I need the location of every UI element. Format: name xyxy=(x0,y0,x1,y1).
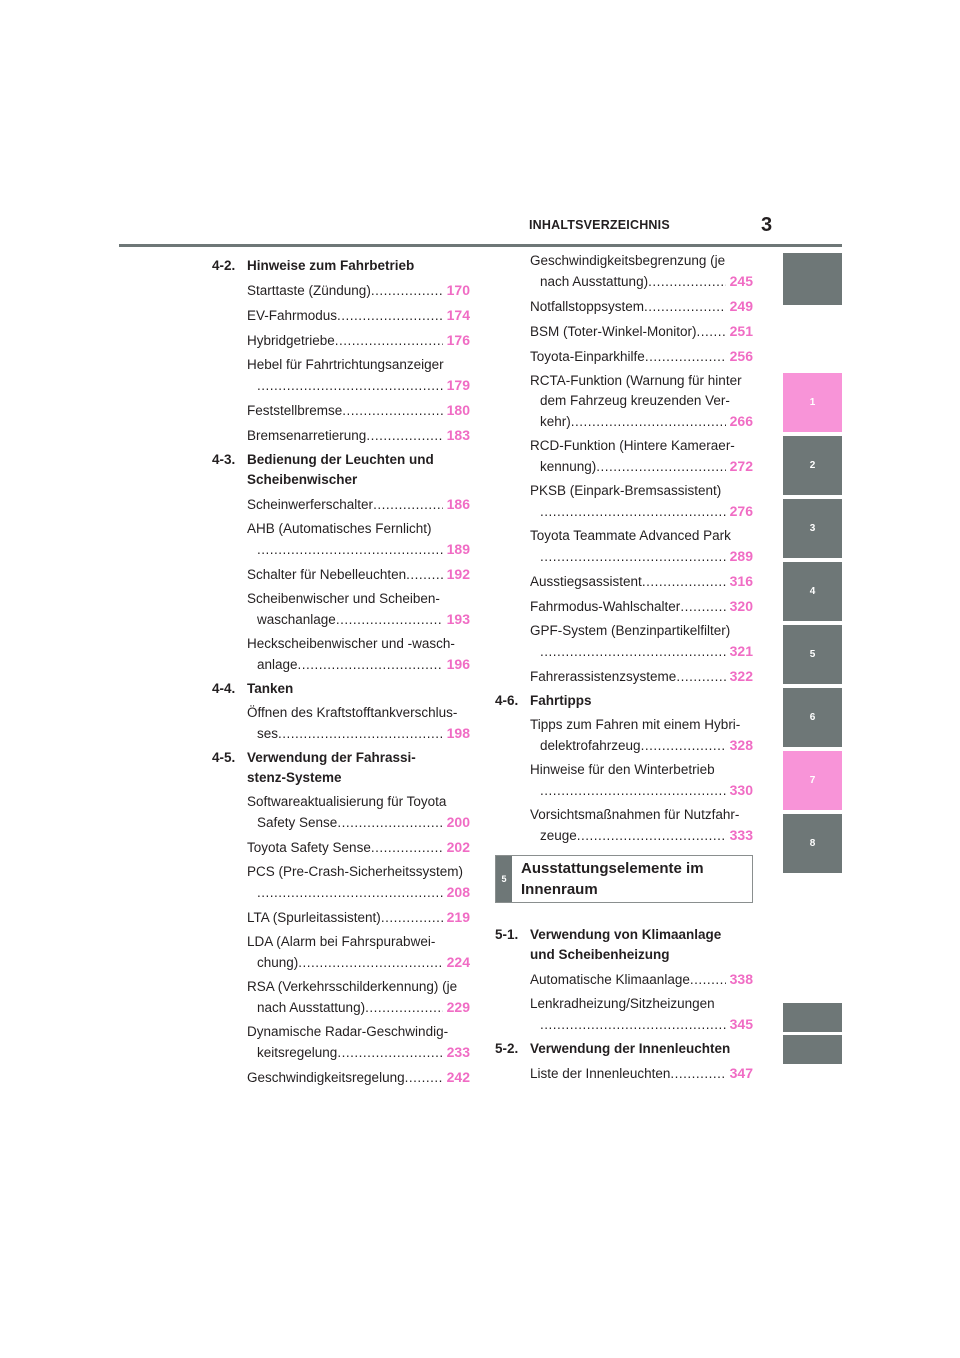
toc-entry-text: kennung) xyxy=(540,459,597,474)
leader-dots xyxy=(540,1015,726,1035)
toc-entry[interactable] xyxy=(495,436,753,476)
page-link[interactable]: 328 xyxy=(729,737,753,753)
leader-dots xyxy=(336,610,443,630)
page-link[interactable]: 333 xyxy=(729,827,753,843)
toc-entry[interactable] xyxy=(495,715,753,755)
chapter-tab-6[interactable]: 6 xyxy=(783,688,842,747)
toc-entry-line xyxy=(530,501,753,521)
section-title-line: stenz-Systeme xyxy=(247,770,342,785)
page-link[interactable]: 242 xyxy=(446,1069,470,1085)
toc-entry-text: Liste der Innenleuchten xyxy=(530,1066,671,1081)
leader-dots xyxy=(697,322,726,342)
toc-entry[interactable] xyxy=(495,596,753,616)
toc-entry-text: nach Ausstattung) xyxy=(540,274,649,289)
toc-entry-line xyxy=(247,1022,470,1042)
page-link[interactable]: 249 xyxy=(729,298,753,314)
toc-entry-line xyxy=(247,1067,470,1087)
toc-entry[interactable] xyxy=(212,355,470,395)
section-title-line: Tanken xyxy=(247,681,294,696)
section-title-line: Verwendung der Innenleuchten xyxy=(530,1041,731,1056)
toc-entry[interactable] xyxy=(495,346,753,366)
page-link[interactable]: 170 xyxy=(446,282,470,298)
toc-entry[interactable] xyxy=(495,526,753,566)
toc-entry-line xyxy=(247,425,470,445)
page-link[interactable]: 192 xyxy=(446,566,470,582)
toc-entry-line xyxy=(530,411,753,431)
toc-entry[interactable] xyxy=(495,571,753,591)
toc-entry[interactable] xyxy=(495,251,753,291)
toc-entry-text: Starttaste (Zündung) xyxy=(247,283,371,298)
page-link[interactable]: 245 xyxy=(729,273,753,289)
toc-entry-text: Softwareaktualisierung für Toyota xyxy=(247,794,447,809)
toc-entry-text: Geschwindigkeitsbegrenzung (je xyxy=(530,253,726,268)
leader-dots xyxy=(577,826,726,846)
toc-entry-text: Fahrmodus-Wahlschalter xyxy=(530,599,681,614)
toc-entry-text: Fahrerassistenzsysteme xyxy=(530,669,677,684)
toc-entry-line xyxy=(247,280,470,300)
toc-entry-line xyxy=(530,296,753,316)
chapter-tab-blank[interactable] xyxy=(783,253,842,305)
toc-entry-text: EV-Fahrmodus xyxy=(247,308,338,323)
chapter-tab-blank[interactable] xyxy=(783,1003,842,1032)
page-link[interactable]: 179 xyxy=(446,377,470,393)
toc-entry-text: ses xyxy=(257,726,279,741)
page-link[interactable]: 251 xyxy=(729,323,753,339)
toc-entry-text: delektrofahrzeug xyxy=(540,738,641,753)
page-link[interactable]: 321 xyxy=(729,643,753,659)
toc-entry-text: PKSB (Einpark-Bremsassistent) xyxy=(530,483,722,498)
leader-dots xyxy=(335,331,443,351)
toc-entry-line xyxy=(530,571,753,591)
toc-entry-text: RCD-Funktion (Hintere Kameraer- xyxy=(530,438,735,453)
toc-entry-text: Hinweise für den Winterbetrieb xyxy=(530,762,715,777)
toc-entry[interactable] xyxy=(212,519,470,559)
toc-entry-text: Schalter für Nebelleuchten xyxy=(247,567,407,582)
chapter-heading-box xyxy=(495,855,753,903)
toc-entry-line xyxy=(530,481,753,501)
page-link[interactable]: 345 xyxy=(729,1016,753,1032)
toc-entry-line xyxy=(247,539,470,559)
toc-entry-line xyxy=(247,723,470,743)
toc-entry-text: Toyota Teammate Advanced Park xyxy=(530,528,731,543)
toc-entry-line xyxy=(247,977,470,997)
toc-entry-text: RSA (Verkehrsschilderkennung) (je xyxy=(247,979,458,994)
section-title-line: Bedienung der Leuchten und xyxy=(247,452,434,467)
toc-entry[interactable] xyxy=(212,400,470,420)
toc-entry-text: Ausstiegsassistent xyxy=(530,574,642,589)
section-title-line: und Scheibenheizung xyxy=(530,947,670,962)
leader-dots xyxy=(571,412,726,432)
toc-entry-line xyxy=(530,666,753,686)
section-title-line: Scheibenwischer xyxy=(247,472,358,487)
toc-entry-text: BSM (Toter-Winkel-Monitor) xyxy=(530,324,697,339)
toc-entry-text: anlage xyxy=(257,657,298,672)
toc-entry[interactable] xyxy=(212,932,470,972)
leader-dots xyxy=(337,813,442,833)
toc-entry[interactable] xyxy=(495,371,753,431)
page-link[interactable]: 193 xyxy=(446,611,470,627)
toc-entry-line xyxy=(247,907,470,927)
section-heading xyxy=(212,679,470,699)
toc-entry-line xyxy=(530,321,753,341)
toc-entry-line xyxy=(247,792,470,812)
toc-entry-text: Scheinwerferschalter xyxy=(247,497,374,512)
toc-entry-line xyxy=(530,346,753,366)
toc-right-column xyxy=(495,251,753,1088)
section-heading xyxy=(495,925,753,965)
page-link[interactable]: 229 xyxy=(446,999,470,1015)
toc-entry-text: Bremsenarretierung xyxy=(247,428,367,443)
toc-entry-line xyxy=(530,805,753,825)
leader-dots xyxy=(342,401,442,421)
toc-entry[interactable] xyxy=(212,280,470,300)
toc-left-column xyxy=(212,251,470,1092)
toc-entry[interactable] xyxy=(495,621,753,661)
section-number: 4-6. xyxy=(495,693,519,708)
toc-entry[interactable] xyxy=(212,425,470,445)
chapter-tab-5[interactable]: 5 xyxy=(783,625,842,684)
toc-entry-line xyxy=(530,735,753,755)
toc-entry-text: Hebel für Fahrtrichtungsanzeiger xyxy=(247,357,444,372)
toc-entry-line xyxy=(247,882,470,902)
toc-entry-line xyxy=(530,596,753,616)
leader-dots xyxy=(257,540,443,560)
toc-entry-text: chung) xyxy=(257,955,299,970)
section-title-line: Verwendung von Klimaanlage xyxy=(530,927,722,942)
leader-dots xyxy=(680,597,725,617)
leader-dots xyxy=(371,281,443,301)
leader-dots xyxy=(366,426,442,446)
toc-entry-line xyxy=(247,1042,470,1062)
toc-entry[interactable] xyxy=(212,862,470,902)
chapter-tab-2[interactable]: 2 xyxy=(783,436,842,495)
toc-entry-line xyxy=(530,1063,753,1083)
toc-entry-text: Hybridgetriebe xyxy=(247,333,335,348)
toc-entry-line xyxy=(247,997,470,1017)
page-link[interactable]: 233 xyxy=(446,1044,470,1060)
toc-entry[interactable] xyxy=(212,907,470,927)
page-link[interactable]: 176 xyxy=(446,332,470,348)
toc-entry-text: LTA (Spurleitassistent) xyxy=(247,910,381,925)
page-link[interactable]: 338 xyxy=(729,971,753,987)
section-heading xyxy=(212,256,470,276)
chapter-tab-blank[interactable] xyxy=(783,1035,842,1064)
page-link[interactable]: 198 xyxy=(446,725,470,741)
chapter-tab-8[interactable]: 8 xyxy=(783,814,842,873)
toc-entry-line xyxy=(247,609,470,629)
toc-entry-line xyxy=(530,1014,753,1034)
leader-dots xyxy=(337,306,443,326)
section-heading xyxy=(212,748,470,788)
toc-entry-text: nach Ausstattung) xyxy=(257,1000,366,1015)
toc-entry-text: AHB (Automatisches Fernlicht) xyxy=(247,521,432,536)
leader-dots xyxy=(596,457,725,477)
toc-entry-line xyxy=(247,375,470,395)
page-link[interactable]: 183 xyxy=(446,427,470,443)
toc-entry-text: Geschwindigkeitsregelung xyxy=(247,1070,405,1085)
leader-dots xyxy=(676,667,725,687)
page-link[interactable]: 320 xyxy=(729,598,753,614)
toc-entry[interactable] xyxy=(212,330,470,350)
leader-dots xyxy=(540,781,726,801)
page-link[interactable]: 202 xyxy=(446,839,470,855)
leader-dots xyxy=(690,970,726,990)
page-link[interactable]: 330 xyxy=(729,782,753,798)
toc-entry[interactable] xyxy=(495,1063,753,1083)
toc-entry-line xyxy=(530,391,753,411)
leader-dots xyxy=(381,908,443,928)
leader-dots xyxy=(365,998,443,1018)
chapter-title-line: Ausstattungselemente im xyxy=(521,860,704,877)
section-number: 5-2. xyxy=(495,1041,519,1056)
toc-entry-line xyxy=(530,251,753,271)
toc-entry-line xyxy=(247,862,470,882)
toc-entry-line xyxy=(247,952,470,972)
toc-entry[interactable] xyxy=(495,760,753,800)
leader-dots xyxy=(670,1064,725,1084)
toc-entry-line xyxy=(530,715,753,735)
toc-entry-text: Safety Sense xyxy=(257,815,338,830)
toc-entry-text: Toyota-Einparkhilfe xyxy=(530,349,645,364)
toc-entry-line xyxy=(530,760,753,780)
toc-entry[interactable] xyxy=(495,969,753,989)
toc-entry-line xyxy=(530,526,753,546)
section-number: 4-4. xyxy=(212,681,236,696)
page-link[interactable]: 316 xyxy=(729,573,753,589)
toc-entry-line xyxy=(247,564,470,584)
page-link[interactable]: 322 xyxy=(729,668,753,684)
leader-dots xyxy=(540,642,726,662)
leader-dots xyxy=(371,838,443,858)
page-link[interactable]: 224 xyxy=(446,954,470,970)
leader-dots xyxy=(641,736,726,756)
toc-entry-line xyxy=(530,371,753,391)
toc-entry[interactable] xyxy=(212,589,470,629)
leader-dots xyxy=(406,565,443,585)
leader-dots xyxy=(278,724,443,744)
page-link[interactable]: 174 xyxy=(446,307,470,323)
toc-entry[interactable] xyxy=(212,494,470,514)
toc-entry-text: zeuge xyxy=(540,828,577,843)
leader-dots xyxy=(644,297,726,317)
section-number: 4-5. xyxy=(212,750,236,765)
toc-entry-line xyxy=(247,932,470,952)
toc-entry-line xyxy=(247,355,470,375)
section-heading xyxy=(495,691,753,711)
toc-entry-line xyxy=(530,994,753,1014)
leader-dots xyxy=(642,572,726,592)
toc-entry-line xyxy=(247,589,470,609)
leader-dots xyxy=(257,376,443,396)
toc-entry-line xyxy=(530,969,753,989)
toc-entry-text: Lenkradheizung/Sitzheizungen xyxy=(530,996,715,1011)
leader-dots xyxy=(257,883,443,903)
leader-dots xyxy=(540,547,726,567)
section-heading xyxy=(495,1039,753,1059)
page-link[interactable]: 266 xyxy=(729,413,753,429)
page-link[interactable]: 289 xyxy=(729,548,753,564)
page-link[interactable]: 256 xyxy=(729,348,753,364)
toc-entry-line xyxy=(247,519,470,539)
chapter-title-line: Innenraum xyxy=(521,881,598,898)
chapter-tab-1[interactable]: 1 xyxy=(783,373,842,432)
toc-entry-text: PCS (Pre-Crash-Sicherheitssystem) xyxy=(247,864,464,879)
toc-entry-text: dem Fahrzeug kreuzenden Ver- xyxy=(540,393,730,408)
toc-entry-line xyxy=(247,400,470,420)
section-heading xyxy=(212,450,470,490)
toc-entry[interactable] xyxy=(495,481,753,521)
toc-entry-line xyxy=(247,634,470,654)
toc-entry-text: Automatische Klimaanlage xyxy=(530,972,690,987)
leader-dots xyxy=(298,655,443,675)
toc-entry[interactable] xyxy=(212,792,470,832)
toc-entry[interactable] xyxy=(212,1067,470,1087)
header-title: INHALTSVERZEICHNIS xyxy=(529,218,670,232)
page-link[interactable]: 208 xyxy=(446,884,470,900)
toc-entry-line xyxy=(530,546,753,566)
toc-entry-text: Feststellbremse xyxy=(247,403,343,418)
page-link[interactable]: 272 xyxy=(729,458,753,474)
page-link[interactable]: 219 xyxy=(446,909,470,925)
page-link[interactable]: 186 xyxy=(446,496,470,512)
page-link[interactable]: 276 xyxy=(729,503,753,519)
toc-entry-line xyxy=(247,837,470,857)
toc-entry[interactable] xyxy=(212,1022,470,1062)
section-title-line: Fahrtipps xyxy=(530,693,592,708)
section-title-line: Hinweise zum Fahrbetrieb xyxy=(247,258,415,273)
toc-entry[interactable] xyxy=(212,977,470,1017)
page-link[interactable]: 189 xyxy=(446,541,470,557)
toc-entry-text: GPF-System (Benzinpartikelfilter) xyxy=(530,623,731,638)
page-link[interactable]: 200 xyxy=(446,814,470,830)
toc-entry-line xyxy=(530,621,753,641)
toc-entry-text: RCTA-Funktion (Warnung für hinter xyxy=(530,373,742,388)
toc-entry-line xyxy=(247,330,470,350)
chapter-number-tab: 5 xyxy=(496,856,512,902)
leader-dots xyxy=(337,1043,442,1063)
chapter-title xyxy=(521,858,704,900)
toc-entry-text: Dynamische Radar-Geschwindig- xyxy=(247,1024,449,1039)
toc-entry-text: Öffnen des Kraftstofftankverschlus- xyxy=(247,705,458,720)
leader-dots xyxy=(373,495,443,515)
section-number: 5-1. xyxy=(495,927,519,942)
toc-entry[interactable] xyxy=(495,296,753,316)
chapter-tab-3[interactable]: 3 xyxy=(783,499,842,558)
toc-entry-line xyxy=(530,436,753,456)
toc-entry-line xyxy=(247,703,470,723)
toc-entry-line xyxy=(247,654,470,674)
toc-entry-text: keitsregelung xyxy=(257,1045,338,1060)
leader-dots xyxy=(645,347,726,367)
leader-dots xyxy=(648,272,726,292)
page-link[interactable]: 180 xyxy=(446,402,470,418)
toc-entry-text: LDA (Alarm bei Fahrspurabwei- xyxy=(247,934,436,949)
chapter-tab-4[interactable]: 4 xyxy=(783,562,842,621)
toc-entry-line xyxy=(530,825,753,845)
page-number: 3 xyxy=(761,214,773,236)
header-rule xyxy=(119,244,842,247)
toc-entry-text: Heckscheibenwischer und -wasch- xyxy=(247,636,455,651)
page-link[interactable]: 196 xyxy=(446,656,470,672)
section-number: 4-3. xyxy=(212,452,236,467)
toc-entry[interactable] xyxy=(495,666,753,686)
leader-dots xyxy=(298,953,442,973)
toc-entry-line xyxy=(530,641,753,661)
toc-entry-line xyxy=(247,494,470,514)
toc-entry[interactable] xyxy=(212,634,470,674)
toc-entry-text: Toyota Safety Sense xyxy=(247,840,371,855)
toc-entry[interactable] xyxy=(495,321,753,341)
toc-entry-text: Vorsichtsmaßnahmen für Nutzfahr- xyxy=(530,807,740,822)
toc-entry-line xyxy=(530,780,753,800)
toc-entry-text: Scheibenwischer und Scheiben- xyxy=(247,591,440,606)
page-link[interactable]: 347 xyxy=(729,1065,753,1081)
toc-entry-line xyxy=(247,812,470,832)
leader-dots xyxy=(405,1068,443,1088)
toc-entry[interactable] xyxy=(495,994,753,1034)
toc-entry-line xyxy=(530,271,753,291)
section-number: 4-2. xyxy=(212,258,236,273)
toc-entry[interactable] xyxy=(212,837,470,857)
toc-entry-text: Tipps zum Fahren mit einem Hybri- xyxy=(530,717,741,732)
toc-entry-line xyxy=(530,456,753,476)
toc-entry[interactable] xyxy=(212,305,470,325)
toc-entry-text: kehr) xyxy=(540,414,571,429)
section-title-line: Verwendung der Fahrassi- xyxy=(247,750,416,765)
toc-entry-text: waschanlage xyxy=(257,612,336,627)
toc-entry-line xyxy=(247,305,470,325)
chapter-tab-7[interactable]: 7 xyxy=(783,751,842,810)
toc-entry[interactable] xyxy=(212,564,470,584)
toc-entry[interactable] xyxy=(212,703,470,743)
leader-dots xyxy=(540,502,726,522)
toc-entry-text: Notfallstoppsystem xyxy=(530,299,645,314)
toc-entry[interactable] xyxy=(495,805,753,845)
